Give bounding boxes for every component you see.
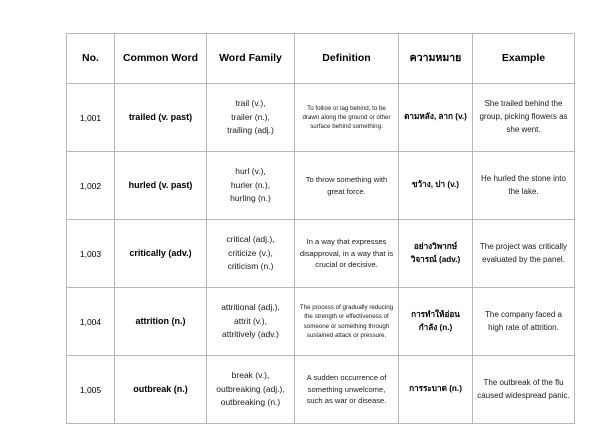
cell-example: The outbreak of the flu caused widespread panic. <box>473 356 575 424</box>
column-header-meaning-thai: ความหมาย <box>399 34 473 84</box>
cell-common-word: trailed (v. past) <box>115 84 207 152</box>
column-header-word-family: Word Family <box>207 34 295 84</box>
cell-no: 1,005 <box>67 356 115 424</box>
table-row <box>67 152 575 220</box>
word-family-line: outbreaking (adj.), <box>216 383 285 394</box>
column-header-definition: Definition <box>295 34 399 84</box>
word-family-line: hurl (v.), <box>235 166 266 177</box>
cell-definition: A sudden occurrence of something unwelcome, such as war or disease. <box>295 356 399 424</box>
table-header-row <box>67 34 575 84</box>
cell-meaning-thai: อย่างวิพากษ์วิจารณ์ (adv.) <box>399 220 473 288</box>
cell-word-family <box>207 84 295 152</box>
word-family-line: trailer (n.), <box>231 111 270 122</box>
cell-example: The company faced a high rate of attrition. <box>473 288 575 356</box>
table-header <box>67 34 575 84</box>
table-row <box>67 356 575 424</box>
word-family-line: attritional (adj.), <box>221 302 280 313</box>
cell-example: She trailed behind the group, picking flowers as she went. <box>473 84 575 152</box>
cell-word-family <box>207 288 295 356</box>
word-family-line: attrit (v.), <box>234 315 267 326</box>
column-header-common-word: Common Word <box>115 34 207 84</box>
word-family-line: break (v.), <box>231 370 270 381</box>
cell-no: 1,004 <box>67 288 115 356</box>
cell-meaning-thai: ขว้าง, ปา (v.) <box>399 152 473 220</box>
cell-definition: In a way that expresses disapproval, in a way that is crucial or decisive. <box>295 220 399 288</box>
cell-definition: The process of gradually reducing the strength or effectiveness of someone or something through sustained attack or pressure. <box>295 288 399 356</box>
cell-no: 1,003 <box>67 220 115 288</box>
table-row <box>67 84 575 152</box>
word-family-line: criticism (n.) <box>227 261 274 272</box>
cell-common-word: attrition (n.) <box>115 288 207 356</box>
table-body <box>67 84 575 424</box>
table-row <box>67 220 575 288</box>
cell-word-family <box>207 220 295 288</box>
word-family-line: trailing (adj.) <box>227 125 274 136</box>
cell-example: He hurled the stone into the lake. <box>473 152 575 220</box>
word-family-line: critical (adj.), <box>226 234 275 245</box>
word-family-line: hurler (n.), <box>230 179 271 190</box>
cell-common-word: critically (adv.) <box>115 220 207 288</box>
cell-meaning-thai: การระบาด (n.) <box>399 356 473 424</box>
word-family-line: outbreaking (n.) <box>220 397 281 408</box>
cell-no: 1,002 <box>67 152 115 220</box>
cell-no: 1,001 <box>67 84 115 152</box>
word-family-line: trail (v.), <box>235 98 266 109</box>
cell-definition: To throw something with great force. <box>295 152 399 220</box>
cell-example: The project was critically evaluated by the panel. <box>473 220 575 288</box>
cell-meaning-thai: ตามหลัง, ลาก (v.) <box>399 84 473 152</box>
table-row <box>67 288 575 356</box>
cell-definition: To follow or lag behind, to be drawn along the ground or other surface behind something. <box>295 84 399 152</box>
column-header-no: No. <box>67 34 115 84</box>
column-header-example: Example <box>473 34 575 84</box>
word-family-line: attritively (adv.) <box>222 329 279 340</box>
vocabulary-table-wrapper <box>66 33 570 424</box>
cell-common-word: hurled (v. past) <box>115 152 207 220</box>
cell-common-word: outbreak (n.) <box>115 356 207 424</box>
cell-meaning-thai: การทำให้อ่อนกำลัง (n.) <box>399 288 473 356</box>
cell-word-family <box>207 356 295 424</box>
word-family-line: hurling (n.) <box>230 193 271 204</box>
word-family-line: criticize (v.), <box>228 247 273 258</box>
cell-word-family <box>207 152 295 220</box>
vocabulary-table <box>66 33 575 424</box>
